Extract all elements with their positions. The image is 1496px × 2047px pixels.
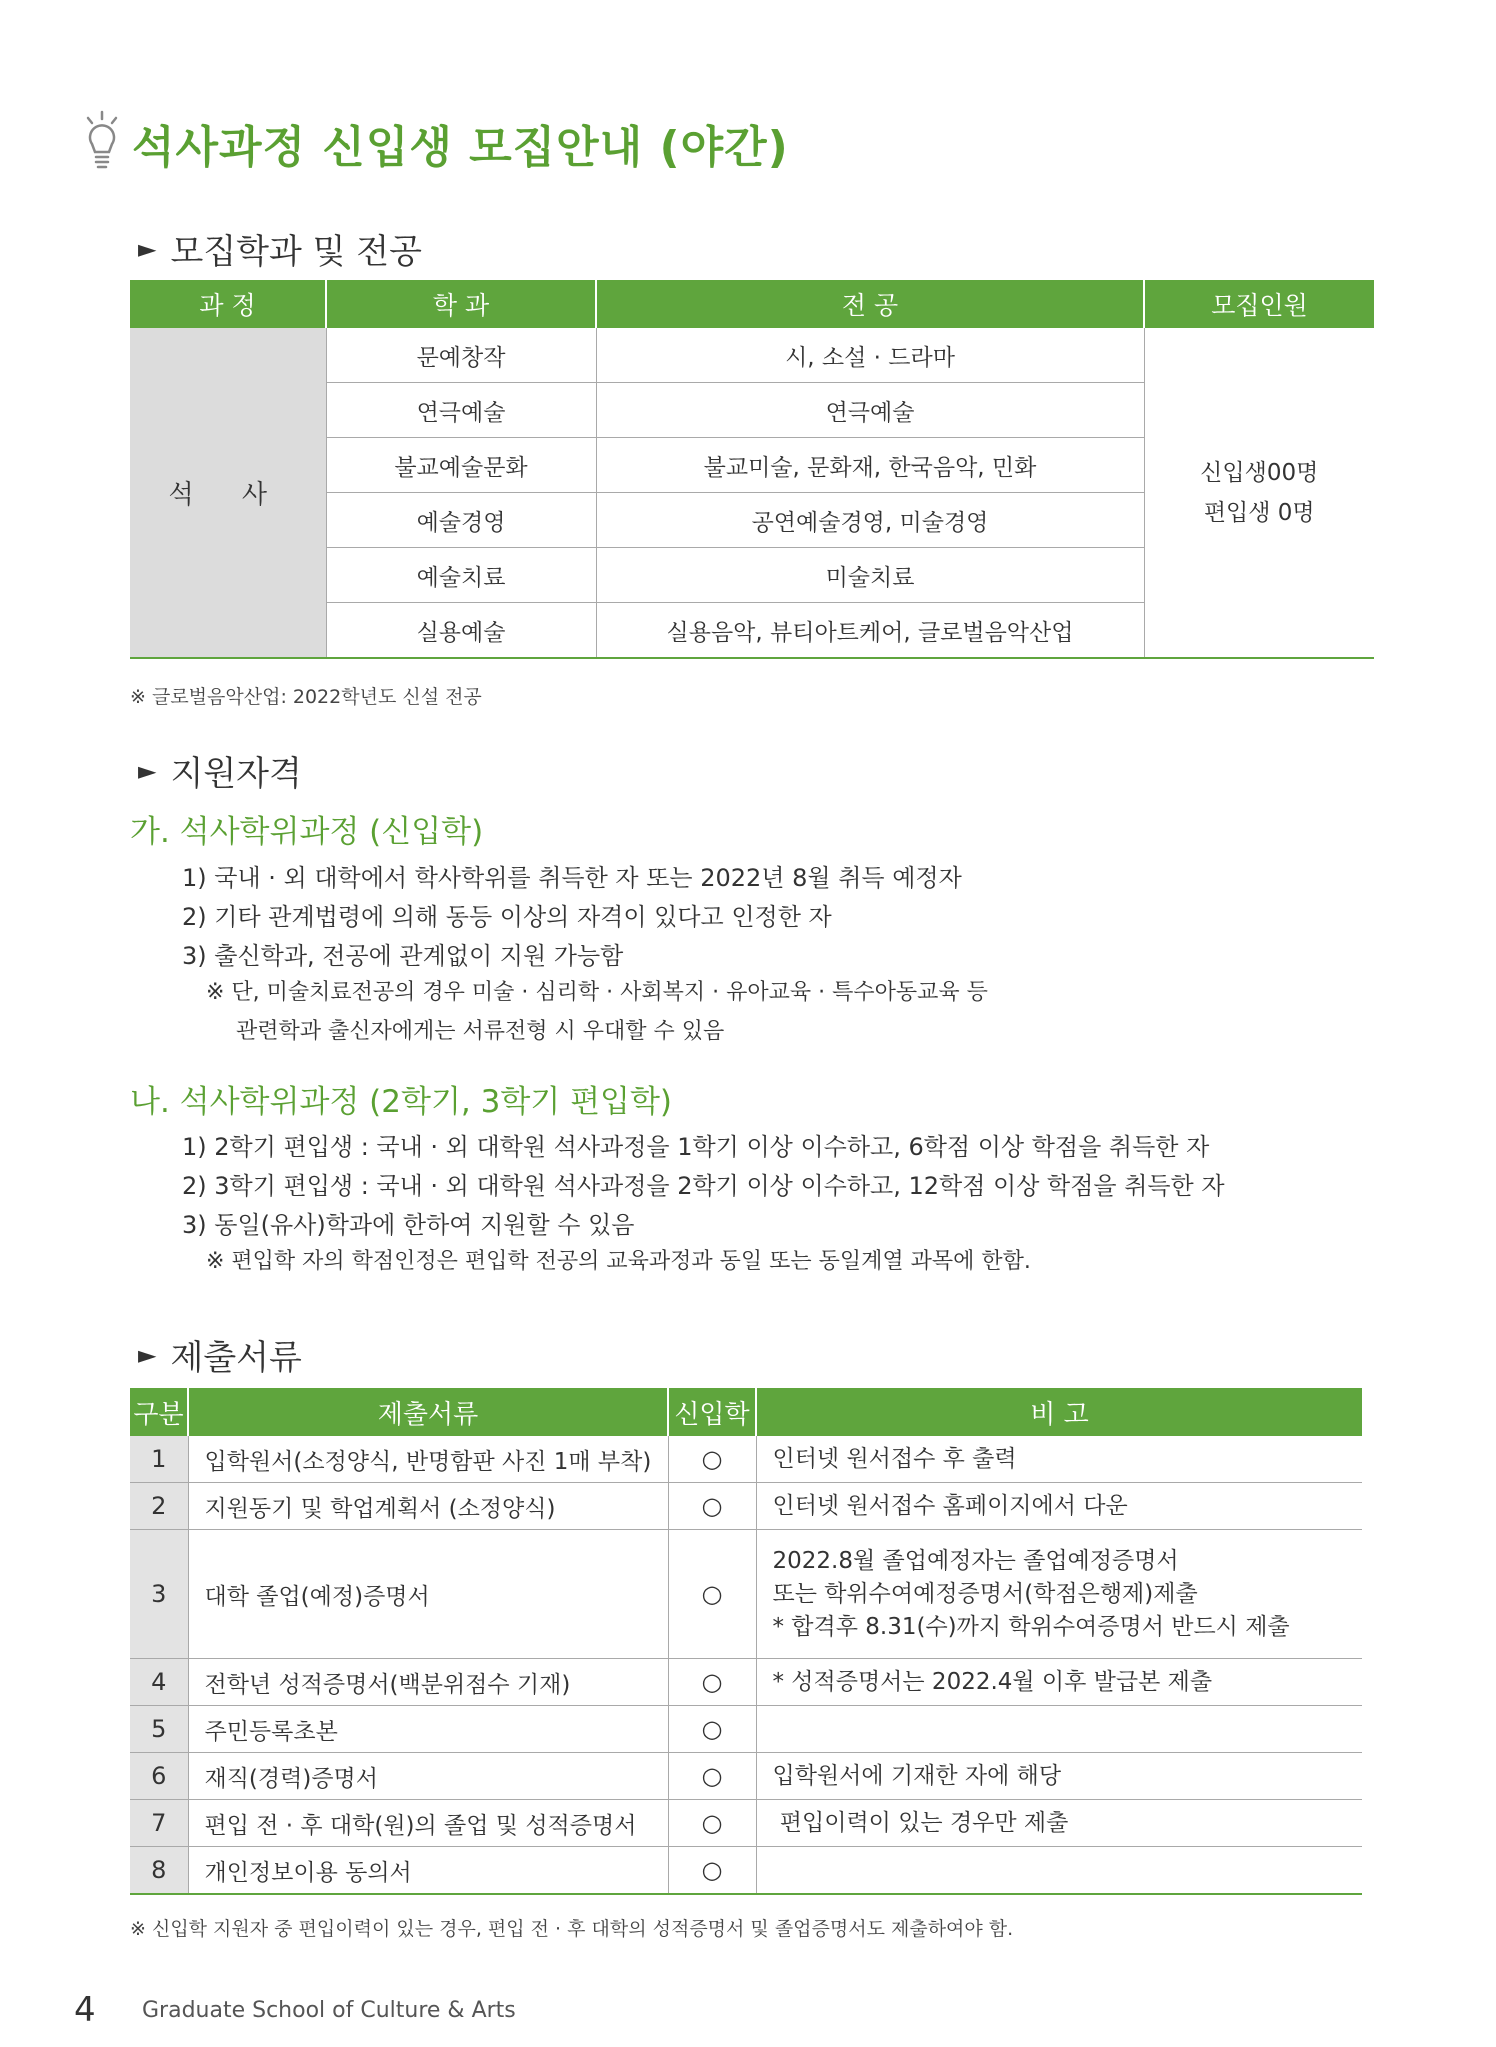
required-mark: ○ (668, 1530, 756, 1659)
dept-cell: 문예창작 (326, 328, 596, 383)
remark-line: 또는 학위수여예정증명서(학점은행제)제출 (772, 1580, 1198, 1607)
document-cell: 주민등록초본 (188, 1706, 668, 1753)
page-number: 4 (74, 1990, 96, 2030)
table-row (130, 1800, 1362, 1847)
list-item: 3) 동일(유사)학과에 한하여 지원할 수 있음 (182, 1211, 635, 1239)
major-cell: 실용음악, 뷰티아트케어, 글로벌음악산업 (596, 603, 1144, 659)
section-heading-documents (138, 1330, 302, 1379)
required-mark: ○ (668, 1659, 756, 1706)
remark-cell: 편입이력이 있는 경우만 제출 (756, 1800, 1362, 1847)
subsection-title-transfer: 나. 석사학위과정 (2학기, 3학기 편입학) (130, 1084, 673, 1120)
row-number: 7 (130, 1800, 188, 1847)
document-cell: 입학원서(소정양식, 반명함판 사진 1매 부착) (188, 1436, 668, 1483)
remark-cell: 인터넷 원서접수 홈페이지에서 다운 (756, 1483, 1362, 1530)
remark-line: * 합격후 8.31(수)까지 학위수여증명서 반드시 제출 (772, 1613, 1290, 1640)
footnote-new-major: ※ 글로벌음악산업: 2022학년도 신설 전공 (130, 686, 482, 708)
remark-cell (756, 1847, 1362, 1895)
quota-cell (1144, 328, 1374, 658)
table-row (130, 1530, 1362, 1659)
triangle-right-icon: ► (138, 1340, 157, 1369)
quota-transfer: 편입생 0명 (1203, 499, 1315, 526)
list-item: 2) 3학기 편입생 : 국내 · 외 대학원 석사과정을 2학기 이상 이수하고, 12학점 이상 학점을 취득한 자 (182, 1172, 1225, 1200)
remark-cell: * 성적증명서는 2022.4월 이후 발급본 제출 (756, 1659, 1362, 1706)
row-number: 3 (130, 1530, 188, 1659)
major-cell: 연극예술 (596, 383, 1144, 438)
table-header-row (130, 1388, 1362, 1436)
list-item: 2) 기타 관계법령에 의해 동등 이상의 자격이 있다고 인정한 자 (182, 903, 832, 931)
subsection-title-new: 가. 석사학위과정 (신입학) (130, 814, 484, 850)
document-cell: 재직(경력)증명서 (188, 1753, 668, 1800)
note-line: ※ 편입학 자의 학점인정은 편입학 전공의 교육과정과 동일 또는 동일계열 과목에 한함. (206, 1249, 1031, 1274)
required-mark: ○ (668, 1753, 756, 1800)
page-title: 석사과정 신입생 모집안내 (야간) (132, 122, 789, 173)
footnote-transfer-docs: ※ 신입학 지원자 중 편입이력이 있는 경우, 편입 전 · 후 대학의 성적증명서 및 졸업증명서도 제출하여야 함. (130, 1918, 1014, 1940)
table-row (130, 1847, 1362, 1895)
documents-table (130, 1388, 1362, 1895)
major-cell: 불교미술, 문화재, 한국음악, 민화 (596, 438, 1144, 493)
required-mark: ○ (668, 1847, 756, 1895)
section-heading-departments (138, 224, 422, 273)
remark-cell: 인터넷 원서접수 후 출력 (756, 1436, 1362, 1483)
row-number: 4 (130, 1659, 188, 1706)
table-row (130, 1436, 1362, 1483)
dept-cell: 불교예술문화 (326, 438, 596, 493)
remark-cell (756, 1530, 1362, 1659)
header-number: 구분 (130, 1388, 188, 1436)
major-cell: 시, 소설 · 드라마 (596, 328, 1144, 383)
dept-cell: 연극예술 (326, 383, 596, 438)
section-heading-text: 제출서류 (170, 1338, 302, 1378)
row-number: 8 (130, 1847, 188, 1895)
required-mark: ○ (668, 1800, 756, 1847)
remark-cell: 입학원서에 기재한 자에 해당 (756, 1753, 1362, 1800)
required-mark: ○ (668, 1436, 756, 1483)
required-mark: ○ (668, 1483, 756, 1530)
degree-cell: 석 사 (130, 328, 326, 658)
header-new-admission: 신입학 (668, 1388, 756, 1436)
section-heading-eligibility (138, 746, 302, 795)
dept-cell: 예술경영 (326, 493, 596, 548)
dept-cell: 실용예술 (326, 603, 596, 659)
section-heading-text: 지원자격 (170, 754, 302, 794)
row-number: 1 (130, 1436, 188, 1483)
note-line: 관련학과 출신자에게는 서류전형 시 우대할 수 있음 (236, 1019, 725, 1044)
row-number: 6 (130, 1753, 188, 1800)
list-item: 1) 국내 · 외 대학에서 학사학위를 취득한 자 또는 2022년 8월 취득 예정자 (182, 864, 962, 892)
table-row (130, 1483, 1362, 1530)
list-item: 3) 출신학과, 전공에 관계없이 지원 가능함 (182, 942, 624, 970)
table-header-row (130, 280, 1374, 328)
departments-table (130, 280, 1374, 659)
row-number: 5 (130, 1706, 188, 1753)
document-cell: 전학년 성적증명서(백분위점수 기재) (188, 1659, 668, 1706)
header-document: 제출서류 (188, 1388, 668, 1436)
lightbulb-icon (82, 110, 122, 176)
quota-new: 신입생00명 (1200, 459, 1319, 486)
list-item: 1) 2학기 편입생 : 국내 · 외 대학원 석사과정을 1학기 이상 이수하고, 6학점 이상 학점을 취득한 자 (182, 1133, 1210, 1161)
dept-cell: 예술치료 (326, 548, 596, 603)
page-header (82, 108, 789, 178)
remark-line: 2022.8월 졸업예정자는 졸업예정증명서 (772, 1547, 1179, 1574)
triangle-right-icon: ► (138, 234, 157, 263)
note-line: ※ 단, 미술치료전공의 경우 미술 · 심리학 · 사회복지 · 유아교육 · 특수아동교육 등 (206, 980, 988, 1005)
table-row (130, 1706, 1362, 1753)
document-cell: 대학 졸업(예정)증명서 (188, 1530, 668, 1659)
triangle-right-icon: ► (138, 756, 157, 785)
table-row (130, 1659, 1362, 1706)
header-course: 과 정 (130, 280, 326, 328)
school-name: Graduate School of Culture & Arts (142, 1998, 516, 2023)
document-cell: 편입 전 · 후 대학(원)의 졸업 및 성적증명서 (188, 1800, 668, 1847)
document-cell: 개인정보이용 동의서 (188, 1847, 668, 1895)
header-major: 전 공 (596, 280, 1144, 328)
table-row (130, 328, 1374, 383)
remark-cell (756, 1706, 1362, 1753)
major-cell: 공연예술경영, 미술경영 (596, 493, 1144, 548)
header-department: 학 과 (326, 280, 596, 328)
major-cell: 미술치료 (596, 548, 1144, 603)
document-cell: 지원동기 및 학업계획서 (소정양식) (188, 1483, 668, 1530)
header-remarks: 비 고 (756, 1388, 1362, 1436)
table-row (130, 1753, 1362, 1800)
section-heading-text: 모집학과 및 전공 (170, 232, 422, 272)
header-quota: 모집인원 (1144, 280, 1374, 328)
row-number: 2 (130, 1483, 188, 1530)
required-mark: ○ (668, 1706, 756, 1753)
